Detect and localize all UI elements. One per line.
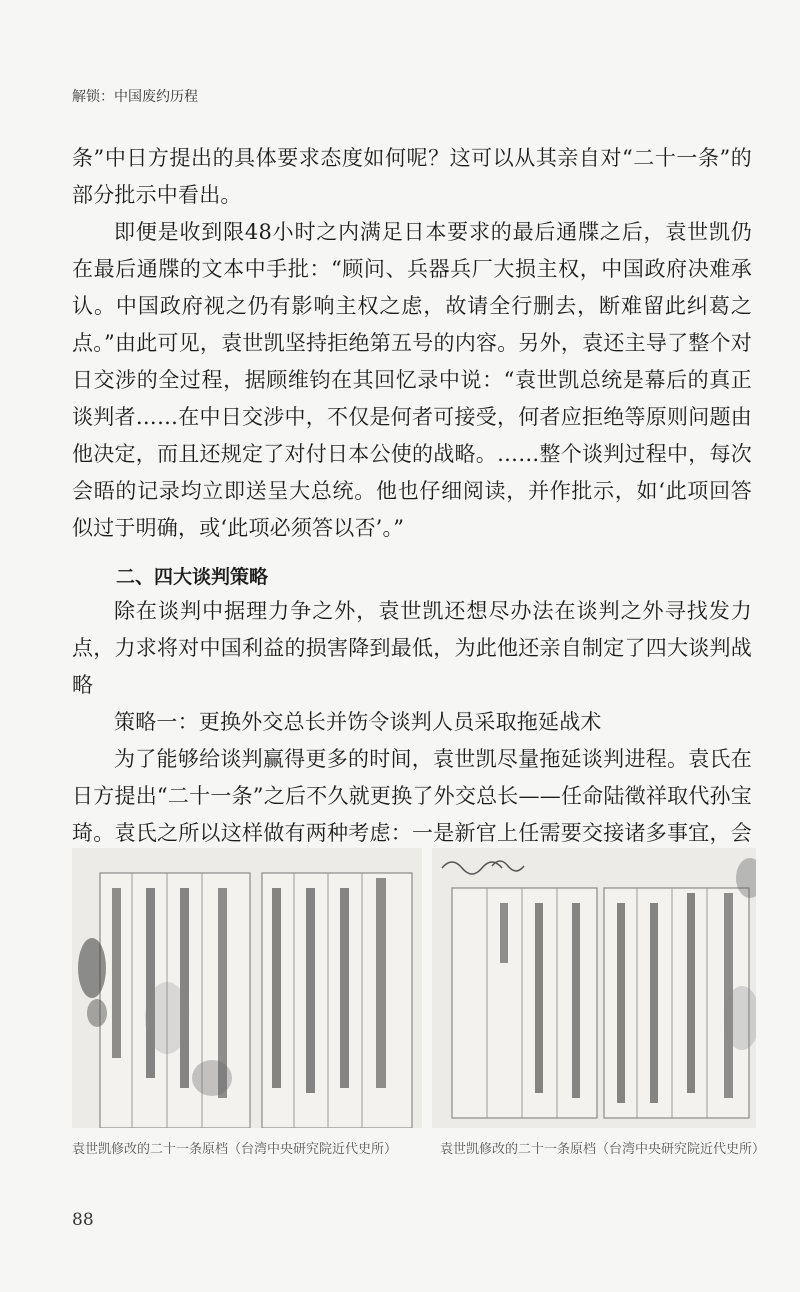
paragraph: 策略一：更换外交总长并饬令谈判人员采取拖延战术 — [114, 710, 602, 734]
running-head: 解锁：中国废约历程 — [72, 89, 198, 105]
paragraph: 除在谈判中据理力争之外，袁世凯还想尽办法在谈判之外寻找发力点，力求将对中国利益的损害降到最低，为此他还亲自制定了四大谈判战略 — [72, 599, 752, 697]
page-number: 88 — [72, 1210, 94, 1230]
photo-caption-left: 袁世凯修改的二十一条原档（台湾中央研究院近代史所） — [72, 1142, 398, 1157]
document-scan-image — [432, 848, 756, 1128]
document-scan-image — [72, 848, 422, 1128]
section-heading: 二、四大谈判策略 — [116, 566, 269, 588]
body-text-bottom — [72, 593, 752, 889]
paragraph: 为了能够给谈判赢得更多的时间，袁世凯尽量拖延谈判进程。袁氏在日方提出“二十一条”之后不久就更换了外交总长——任命陆徵祥取代孙宝琦。袁氏之所以这样做有两种考虑：一是新官上任需要交接诸多事宜，会 — [72, 747, 752, 845]
paragraph: 即便是收到限48小时之内满足日本要求的最后通牒之后，袁世凯仍在最后通牒的文本中手批：“顾问、兵器兵厂大损主权，中国政府决难承认。中国政府视之仍有影响主权之虑，故请全行删去，断难留此纠葛之点。”由此可见，袁世凯坚持拒绝第五号的内容。另外，袁还主导了整个对日交涉的全过程，据顾维钧在其回忆录中说：“袁世凯总统是幕后的真正谈判者……在中日交涉中，不仅是何者可接受，何者应拒绝等原则问题由他决定，而且还规定了对付日本公使的战略。……整个谈判过程中，每次会晤的记录均立即送呈大总统。他也仔细阅读，并作批示，如‘此项回答似过于明确，或‘此项必须答以否’。” — [72, 220, 752, 540]
paragraph: 条”中日方提出的具体要求态度如何呢？这可以从其亲自对“二十一条”的部分批示中看出。 — [72, 146, 752, 207]
archive-document-photo-left — [72, 848, 422, 1128]
body-text-top — [72, 140, 752, 547]
archive-document-photo-right — [432, 848, 756, 1128]
photo-caption-right: 袁世凯修改的二十一条原档（台湾中央研究院近代史所） — [440, 1142, 766, 1157]
